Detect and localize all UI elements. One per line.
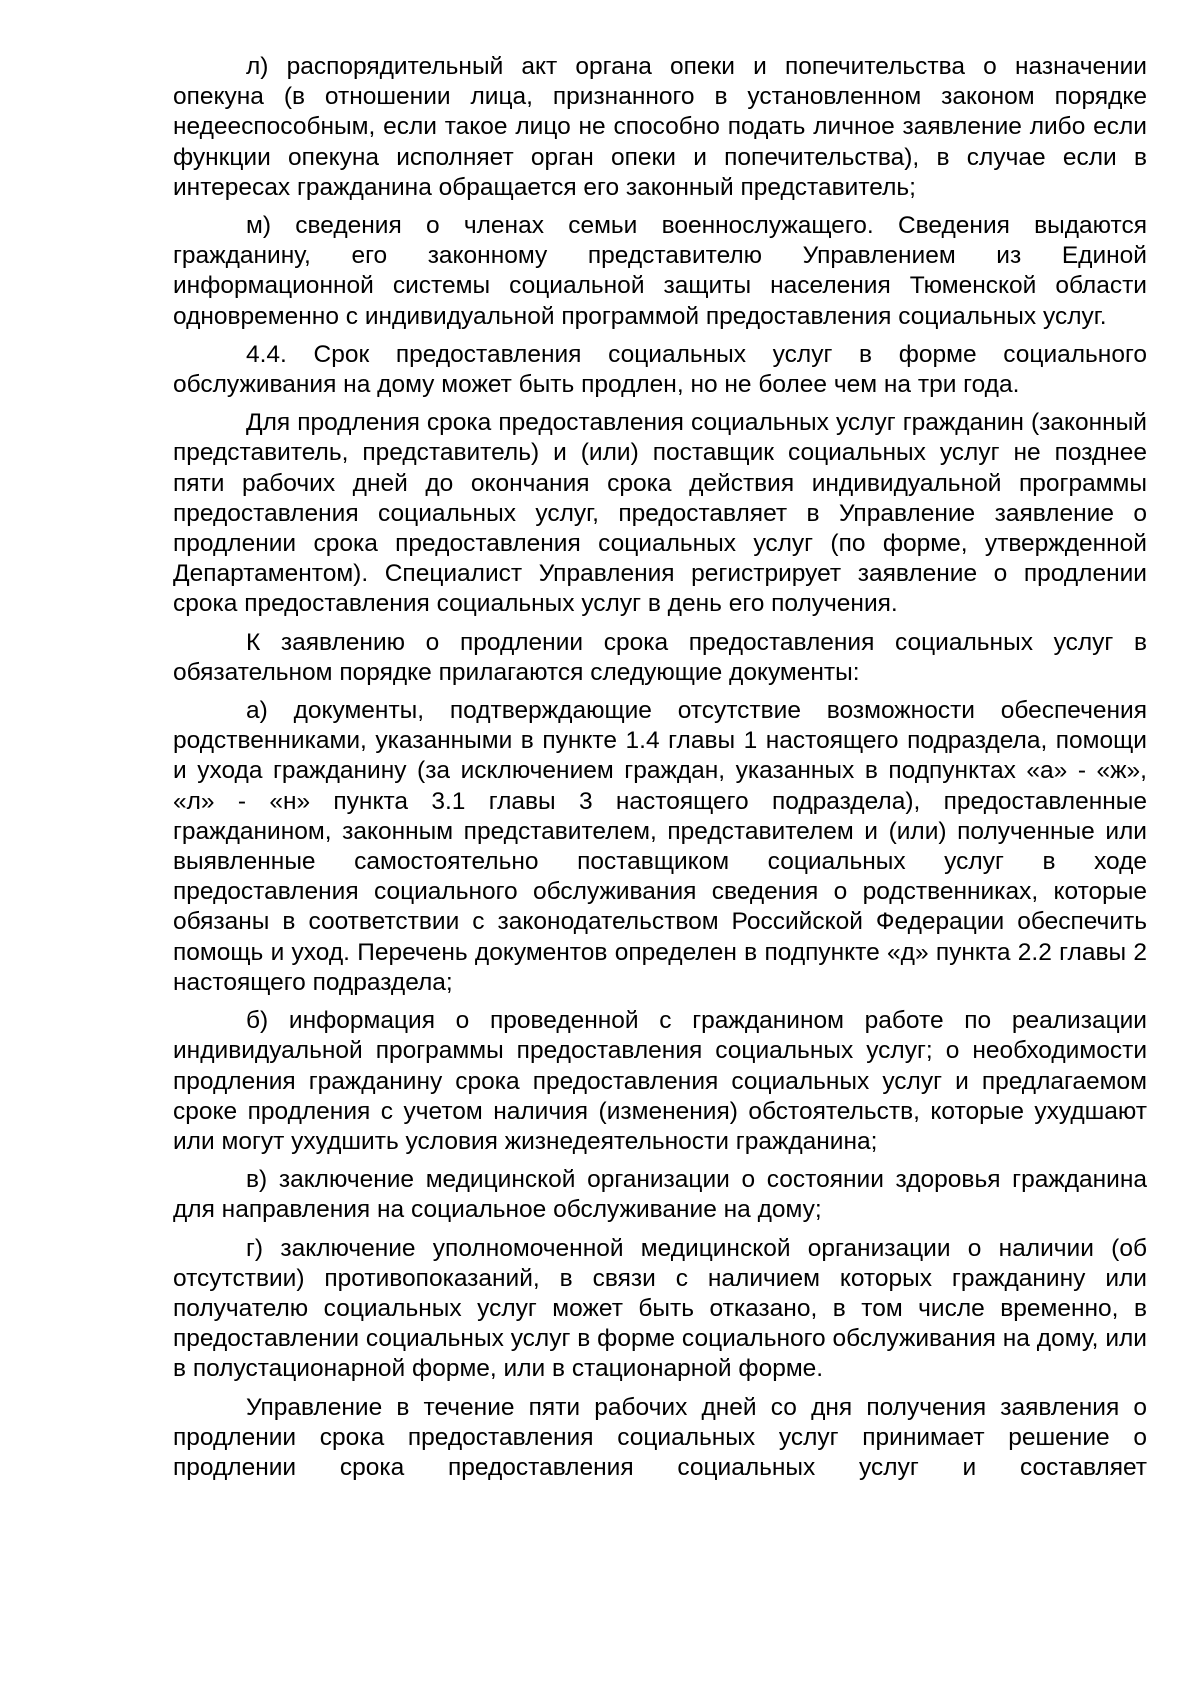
paragraph-item-a: а) документы, подтверждающие отсутствие возможности обеспечения родственниками, указанными в пункте 1.4 главы 1 настоящего подраздела, помощи и ухода гражданину (за исключением граждан, указанных в подпунктах «а» - «ж», «л» - «н» пункта 3.1 главы 3 настоящего подраздела), предоставленные гражданином, законным представителем, представителем и (или) полученные или выявленные самостоятельно поставщиком социальных услуг в ходе предоставления социального обслуживания сведения о родственниках, которые обязаны в соответствии с законодательством Российской Федерации обеспечить помощь и уход. Перечень документов определен в подпункте «д» пункта 2.2 главы 2 настоящего подраздела; — [173, 697, 1147, 996]
paragraph-item-v: в) заключение медицинской организации о состоянии здоровья гражданина для направления на социальное обслуживание на дому; — [173, 1166, 1147, 1224]
paragraph-decision: Управление в течение пяти рабочих дней со дня получения заявления о продлении срока предоставления социальных услуг принимает решение о продлении срока предоставления социальных услуг и составляет — [173, 1393, 1147, 1481]
paragraph-item-l: л) распорядительный акт органа опеки и попечительства о назначении опекуна (в отношении лица, признанного в установленном законом порядке недееспособным, если такое лицо не способно подать личное заявление либо если функции опекуна исполняет орган опеки и попечительства), в случае если в интересах гражданина обращается его законный представитель; — [173, 53, 1147, 201]
document-page — [173, 52, 1147, 1483]
paragraph-item-g: г) заключение уполномоченной медицинской организации о наличии (об отсутствии) противопоказаний, в связи с наличием которых гражданину или получателю социальных услуг может быть отказано, в том числе временно, в предоставлении социальных услуг в форме социального обслуживания на дому, или в полустационарной форме, или в стационарной форме. — [173, 1234, 1147, 1383]
paragraph-section-4-4: 4.4. Срок предоставления социальных услуг в форме социального обслуживания на дому может быть продлен, но не более чем на три года. — [173, 340, 1147, 399]
paragraph-item-m: м) сведения о членах семьи военнослужащего. Сведения выдаются гражданину, его законному представителю Управлением из Единой информационной системы социальной защиты населения Тюменской области одновременно с индивидуальной программой предоставления социальных услуг. — [173, 212, 1147, 330]
paragraph-item-b: б) информация о проведенной с гражданином работе по реализации индивидуальной программы предоставления социальных услуг; о необходимости продления гражданину срока предоставления социальных услуг и предлагаемом сроке продления с учетом наличия (изменения) обстоятельств, которые ухудшают или могут ухудшить условия жизнедеятельности гражданина; — [173, 1007, 1147, 1155]
paragraph-required-documents: К заявлению о продлении срока предоставления социальных услуг в обязательном порядке прилагаются следующие документы: — [173, 628, 1147, 686]
paragraph-extension-procedure: Для продления срока предоставления социальных услуг гражданин (законный представитель, представитель) и (или) поставщик социальных услуг не позднее пяти рабочих дней до окончания срока действия индивидуальной программы предоставления социальных услуг, предоставляет в Управление заявление о продлении срока предоставления социальных услуг (по форме, утвержденной Департаментом). Специалист Управления регистрирует заявление о продлении срока предоставления социальных услуг в день его получения. — [173, 409, 1147, 618]
